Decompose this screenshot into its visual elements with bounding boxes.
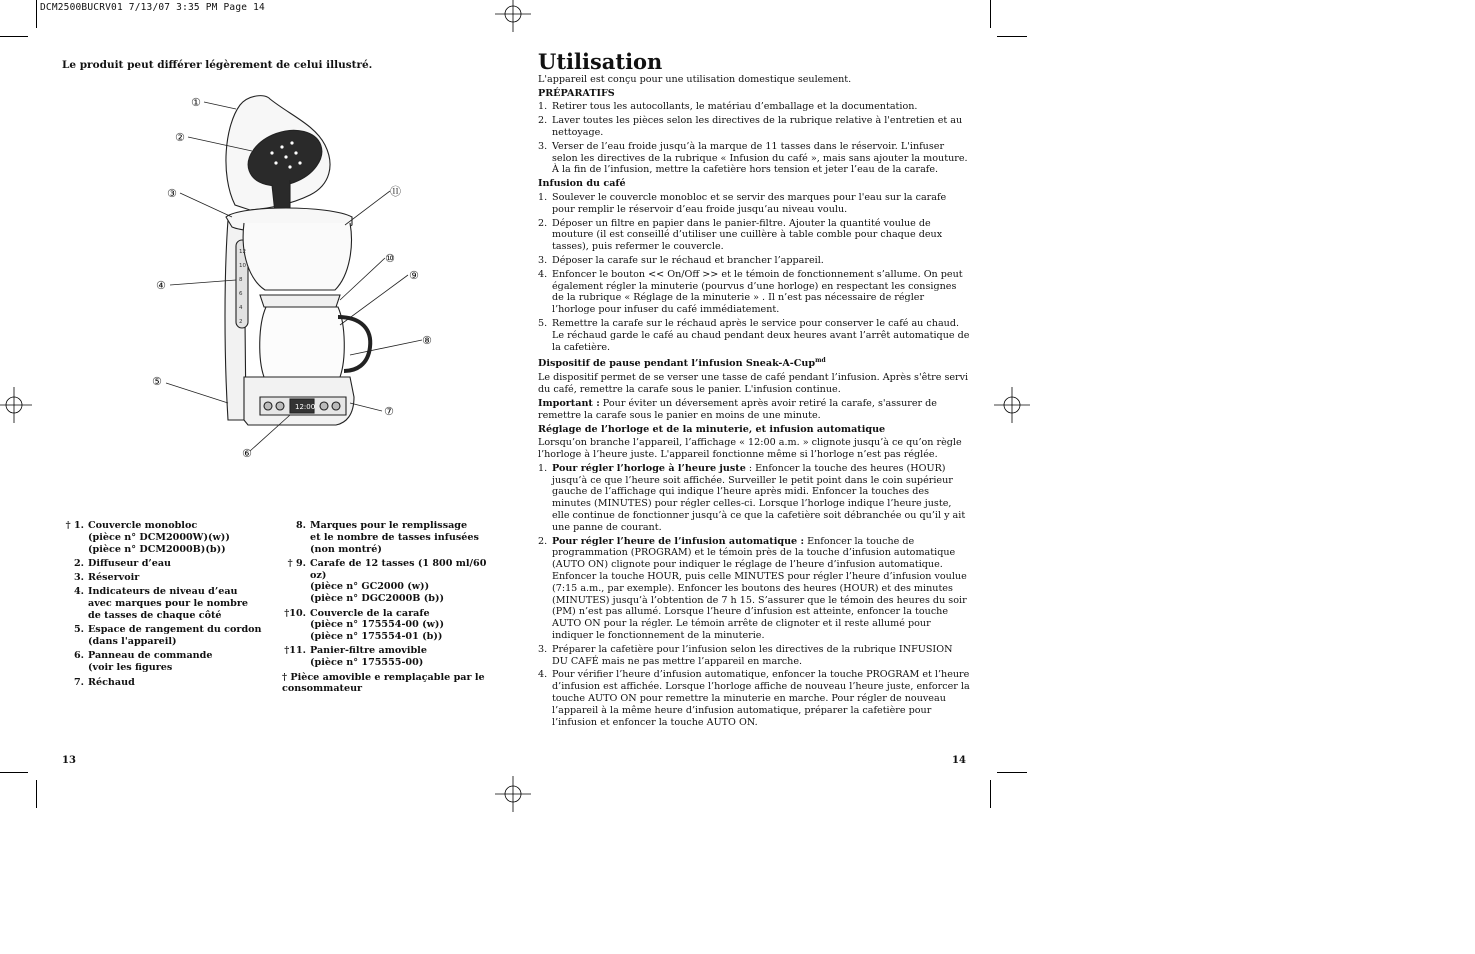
parts-item (282, 520, 497, 555)
print-slug: DCM2500BUCRV01 7/13/07 3:35 PM Page 14 (40, 2, 265, 13)
pause-text: Le dispositif permet de se verser une tasse de café pendant l’infusion. Après s'être servi du café, remettre la carafe sous le panier. L'infusion continue. (538, 372, 969, 396)
list-item (538, 101, 970, 113)
item-number: 1. (538, 191, 548, 203)
scale-mark: 4 (239, 305, 243, 311)
parts-text: Marques pour le remplissage et le nombre de tasses infusées (non montré) (310, 520, 479, 555)
item-number: 3. (538, 254, 548, 266)
important-text: Pour éviter un déversement après avoir retiré la carafe, s'assurer de remettre la carafe sous le panier en moins de une minute. (538, 397, 937, 421)
parts-list-col2 (282, 520, 497, 695)
item-text: Enfoncer la touche de programmation (PROGRAM) et le témoin près de la touche d’infusion automatique (AUTO ON) clignote pour indiquer le réglage de l’heure d’infusion automatique. Enfoncer la touche HOUR, puis celle MINUTES pour régler l’heure d’infusion voulue (7:15 a.m., par exemple). Enfoncer les boutons des heures (HOUR) et des minutes (MINUTES) jusqu’à l’obtention de 7 h 15. S’assurer que le témoin des heures du soir (PM) n’est pas allumé. Lorsque l’heure d’infusion est atteinte, enfoncer la touche AUTO ON pour la régler. Le témoin arrête de clignoter et il reste allumé pour indiquer le fonctionnement de la minuterie. (552, 535, 967, 642)
item-text: Pour vérifier l’heure d’infusion automatique, enfoncer la touche PROGRAM et l’heure d’infusion est affichée. Lorsque l’horloge affiche de nouveau l’heure juste, enforcer la touche AUTO ON pour remettre la minuterie en marche. Pour régler de nouveau l’appareil à la même heure d’infusion automatique, préparer la cafetière pour l’infusion et enfoncer la touche AUTO ON. (552, 669, 970, 728)
item-number: 3. (538, 140, 548, 152)
callout-11: ⑪ (390, 185, 401, 198)
important-note (538, 398, 970, 422)
registration-mark (0, 387, 32, 423)
crop-mark (990, 780, 991, 808)
list-item (538, 218, 970, 253)
parts-number: 4. (73, 586, 84, 598)
scale-mark: 8 (239, 277, 243, 283)
trademark-sup: md (815, 357, 826, 365)
item-number: 2. (538, 217, 548, 229)
parts-item (60, 586, 280, 621)
crop-mark (36, 780, 37, 808)
parts-number: † 9. (287, 557, 306, 569)
callout-9: ⑨ (409, 269, 419, 282)
parts-item (60, 520, 280, 555)
item-text: Déposer la carafe sur le réchaud et brancher l’appareil. (552, 254, 824, 266)
parts-text: Réchaud (88, 676, 135, 688)
parts-text: Couvercle de la carafe (pièce n° 175554-00 (w)) (pièce n° 175554-01 (b)) (310, 607, 444, 643)
parts-text: Indicateurs de niveau d’eau avec marques pour le nombre de tasses de chaque côté (88, 586, 248, 622)
parts-text: Réservoir (88, 572, 140, 584)
parts-item (60, 677, 280, 689)
parts-item (60, 572, 280, 584)
pause-heading (538, 355, 970, 370)
important-label: Important : (538, 397, 600, 409)
coffee-maker-illustration (140, 85, 450, 465)
parts-footnote: † Pièce amovible e remplaçable par le consommateur (282, 671, 485, 695)
parts-number: 2. (73, 557, 84, 569)
brew-heading: Infusion du café (538, 178, 626, 190)
callout-7: ⑦ (384, 405, 394, 418)
parts-number: 3. (73, 572, 84, 584)
parts-item (282, 558, 497, 605)
parts-number: †11. (284, 645, 306, 657)
page-title: Utilisation (538, 49, 663, 74)
brew-list (538, 192, 970, 353)
display-readout: 12:00 (295, 403, 316, 411)
list-item (538, 463, 970, 534)
parts-text: Espace de rangement du cordon (dans l'appareil) (88, 624, 262, 648)
callout-10: ⑩ (385, 252, 395, 265)
parts-number: † 1. (65, 520, 84, 531)
callout-8: ⑧ (422, 334, 432, 347)
item-text: Verser de l’eau froide jusqu’à la marque de 11 tasses dans le réservoir. L'infuser selon les directives de la rubrique « Infusion du café », mais sans ajouter la mouture. À la fin de l’infusion, mettre la cafetière hors tension et jeter l’eau de la carafe. (552, 140, 968, 176)
scale-mark: 10 (239, 263, 246, 269)
parts-number: †10. (284, 607, 306, 619)
scale-mark: 6 (239, 291, 243, 297)
list-item (538, 318, 970, 353)
parts-text: Couvercle monobloc (pièce n° DCM2000W)(w)) (pièce n° DCM2000B)(b)) (88, 520, 230, 555)
parts-number: 8. (295, 520, 306, 531)
callout-2: ② (175, 131, 185, 144)
item-text: Soulever le couvercle monobloc et se servir des marques pour l'eau sur la carafe pour remplir le réservoir d’eau froide jusqu’au niveau voulu. (552, 191, 947, 215)
item-number: 1. (538, 101, 548, 113)
clock-list (538, 463, 970, 729)
parts-text: Diffuseur d’eau (88, 557, 172, 569)
item-number: 3. (538, 643, 548, 655)
crop-mark (0, 36, 28, 37)
usage-section (538, 49, 970, 730)
item-text: Laver toutes les pièces selon les directives de la rubrique relative à l'entretien et au nettoyage. (552, 115, 963, 138)
parts-item (60, 650, 280, 674)
parts-item (60, 558, 280, 570)
scale-mark: 2 (239, 319, 243, 325)
parts-item (282, 645, 497, 669)
item-text: Déposer un filtre en papier dans le panier-filtre. Ajouter la quantité voulue de mouture (il est conseillé d’utiliser une cuillère à table comble pour chaque deux tasses), puis refermer le couvercle. (552, 217, 943, 253)
item-text: : Enfoncer la touche des heures (HOUR) jusqu’à ce que l’heure soit affichée. Surveiller le petit point dans le coin supérieur gauche de l’affichage qui indique l’heure après midi. Enfoncer la touches des minutes (MINUTES) pour régler celles-ci. Lorsque l’horloge indique l’heure juste, elle continue de fonctionner jusqu’à ce que la cafetière soit débranchée ou qu’il y ait une panne de courant. (552, 462, 966, 533)
item-number: 1. (538, 462, 548, 474)
crop-mark (36, 0, 37, 28)
registration-mark (495, 0, 531, 32)
crop-mark (997, 772, 1027, 773)
item-text: Retirer tous les autocollants, le matériau d’emballage et la documentation. (552, 101, 918, 113)
registration-mark (994, 387, 1030, 423)
product-note: Le produit peut différer légèrement de celui illustré. (62, 59, 373, 71)
scale-mark: 12 (239, 249, 246, 255)
parts-item (60, 624, 280, 648)
page-number-right: 14 (952, 755, 966, 766)
parts-item (282, 608, 497, 643)
parts-number: 5. (73, 624, 84, 636)
parts-text: Panneau de commande (voir les figures (88, 650, 213, 674)
parts-text: Carafe de 12 tasses (1 800 ml/60 oz) (pièce n° GC2000 (w)) (pièce n° DGC2000B (b)) (310, 557, 487, 605)
list-item (538, 255, 970, 267)
list-item (538, 644, 970, 668)
list-item (538, 141, 970, 176)
parts-text: Panier-filtre amovible (pièce n° 175555-00) (310, 645, 427, 669)
list-item (538, 192, 970, 216)
list-item (538, 669, 970, 728)
parts-number: 7. (73, 676, 84, 688)
item-number: 5. (538, 317, 548, 329)
crop-mark (990, 0, 991, 28)
parts-number: 6. (73, 650, 84, 662)
callout-1: ① (191, 96, 201, 109)
crop-mark (0, 772, 28, 773)
prep-list (538, 101, 970, 176)
item-number: 4. (538, 669, 548, 681)
clock-intro: Lorsqu’on branche l’appareil, l’affichage « 12:00 a.m. » clignote jusqu’à ce qu’on règle l’horloge à l’heure juste. L'appareil fonctionne même si l’horloge n’est pas réglée. (538, 437, 962, 461)
item-bold: Pour régler l’heure de l’infusion automatique : (552, 535, 805, 547)
item-text: Remettre la carafe sur le réchaud après le service pour conserver le café au chaud. Le réchaud garde le café au chaud pendant deux heures avant l’arrêt automatique de la cafetière. (552, 317, 970, 353)
item-number: 2. (538, 535, 548, 547)
crop-mark (997, 36, 1027, 37)
item-text: Préparer la cafetière pour l’infusion selon les directives de la rubrique INFUSION DU CAFÉ mais ne pas mettre l’appareil en marche. (552, 643, 953, 667)
callout-4: ④ (156, 279, 166, 292)
registration-mark (495, 776, 531, 812)
item-number: 4. (538, 268, 548, 280)
page-number-left: 13 (62, 755, 76, 766)
callout-3: ③ (167, 187, 177, 200)
list-item (538, 269, 970, 316)
parts-list-col1 (60, 520, 280, 691)
item-number: 2. (538, 115, 548, 127)
intro-text: L'appareil est conçu pour une utilisation domestique seulement. (538, 73, 852, 85)
item-bold: Pour régler l’horloge à l’heure juste (552, 462, 746, 474)
callout-5: ⑤ (152, 375, 162, 388)
callout-6: ⑥ (242, 447, 252, 460)
item-text: Enfoncer le bouton << On/Off >> et le témoin de fonctionnement s’allume. On peut également régler la minuterie (pourvus d’une horloge) en respectant les consignes de la rubrique « Réglage de la minuterie » . Il n’est pas nécessaire de régler l’horloge pour infuser du café immédiatement. (552, 268, 963, 316)
list-item (538, 115, 970, 139)
pause-heading-text: Dispositif de pause pendant l’infusion Sneak-A-Cup (538, 358, 816, 370)
clock-heading: Réglage de l’horloge et de la minuterie, et infusion automatique (538, 423, 886, 435)
prep-heading: PRÉPARATIFS (538, 87, 615, 99)
list-item (538, 536, 970, 642)
